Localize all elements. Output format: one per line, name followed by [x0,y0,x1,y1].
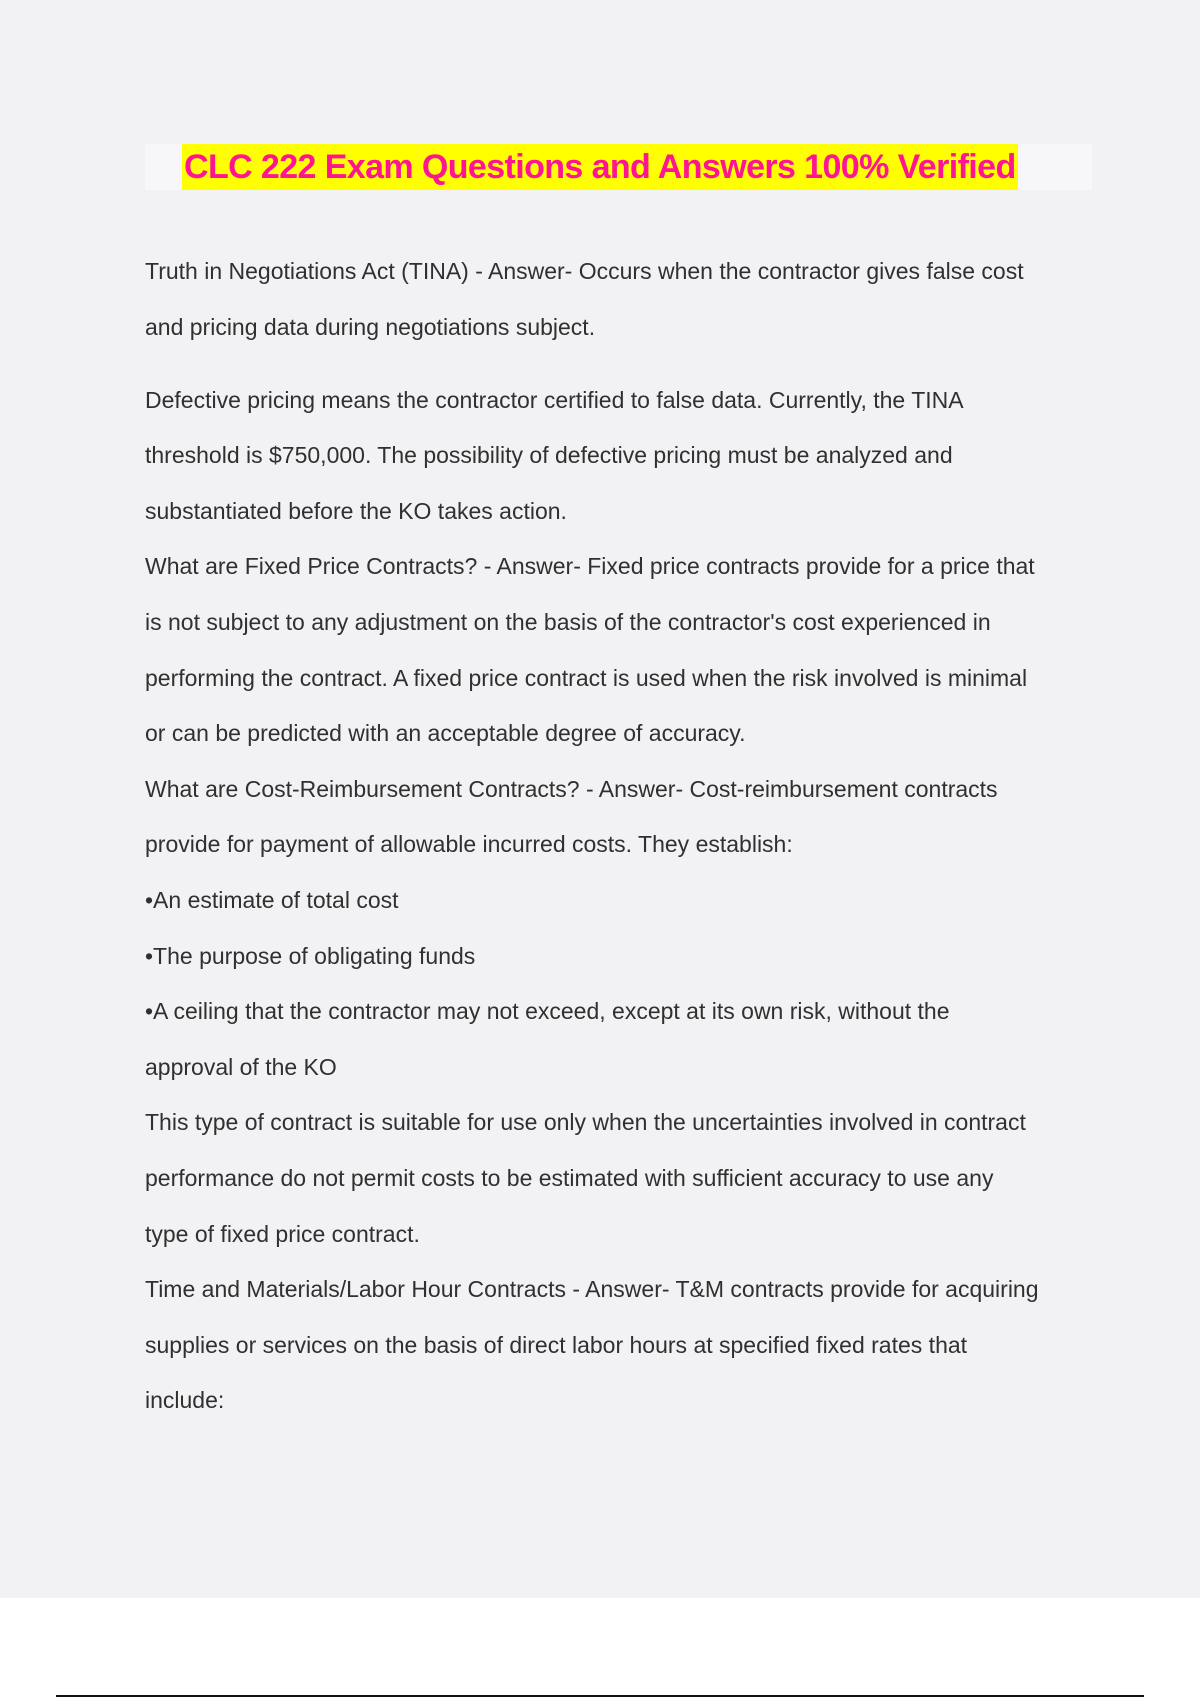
body-line: type of fixed price contract. [145,1221,420,1247]
body-line: or can be predicted with an acceptable degree of accuracy. [145,720,746,746]
body-line: is not subject to any adjustment on the basis of the contractor's cost experienced in [145,609,991,635]
bullet-item: •A ceiling that the contractor may not exceed, except at its own risk, without the [145,998,950,1024]
body-line: Time and Materials/Labor Hour Contracts - Answer- T&M contracts provide for acquiring [145,1276,1039,1302]
body-line: supplies or services on the basis of direct labor hours at specified fixed rates that [145,1332,968,1358]
body-line: include: [145,1387,225,1413]
body-line: What are Fixed Price Contracts? - Answer- Fixed price contracts provide for a price that [145,553,1035,579]
body-line: substantiated before the KO takes action. [145,498,567,524]
body-line: Truth in Negotiations Act (TINA) - Answer- Occurs when the contractor gives false cost [145,258,1024,284]
bullet-item: •An estimate of total cost [145,887,399,913]
body-line: What are Cost-Reimbursement Contracts? - Answer- Cost-reimbursement contracts [145,776,998,802]
document-title: CLC 222 Exam Questions and Answers 100% Verified [182,144,1018,190]
page-divider [56,1695,1144,1697]
body-line: Defective pricing means the contractor certified to false data. Currently, the TINA [145,387,964,413]
body-line: approval of the KO [145,1054,337,1080]
bullet-item: •The purpose of obligating funds [145,943,476,969]
body-line: threshold is $750,000. The possibility of defective pricing must be analyzed and [145,442,953,468]
body-line: performing the contract. A fixed price contract is used when the risk involved is minimal [145,665,1028,691]
body-line: performance do not permit costs to be estimated with sufficient accuracy to use any [145,1165,994,1191]
body-line: and pricing data during negotiations subject. [145,314,596,340]
body-line: provide for payment of allowable incurred costs. They establish: [145,831,793,857]
body-line: This type of contract is suitable for use only when the uncertainties involved in contract [145,1109,1026,1135]
